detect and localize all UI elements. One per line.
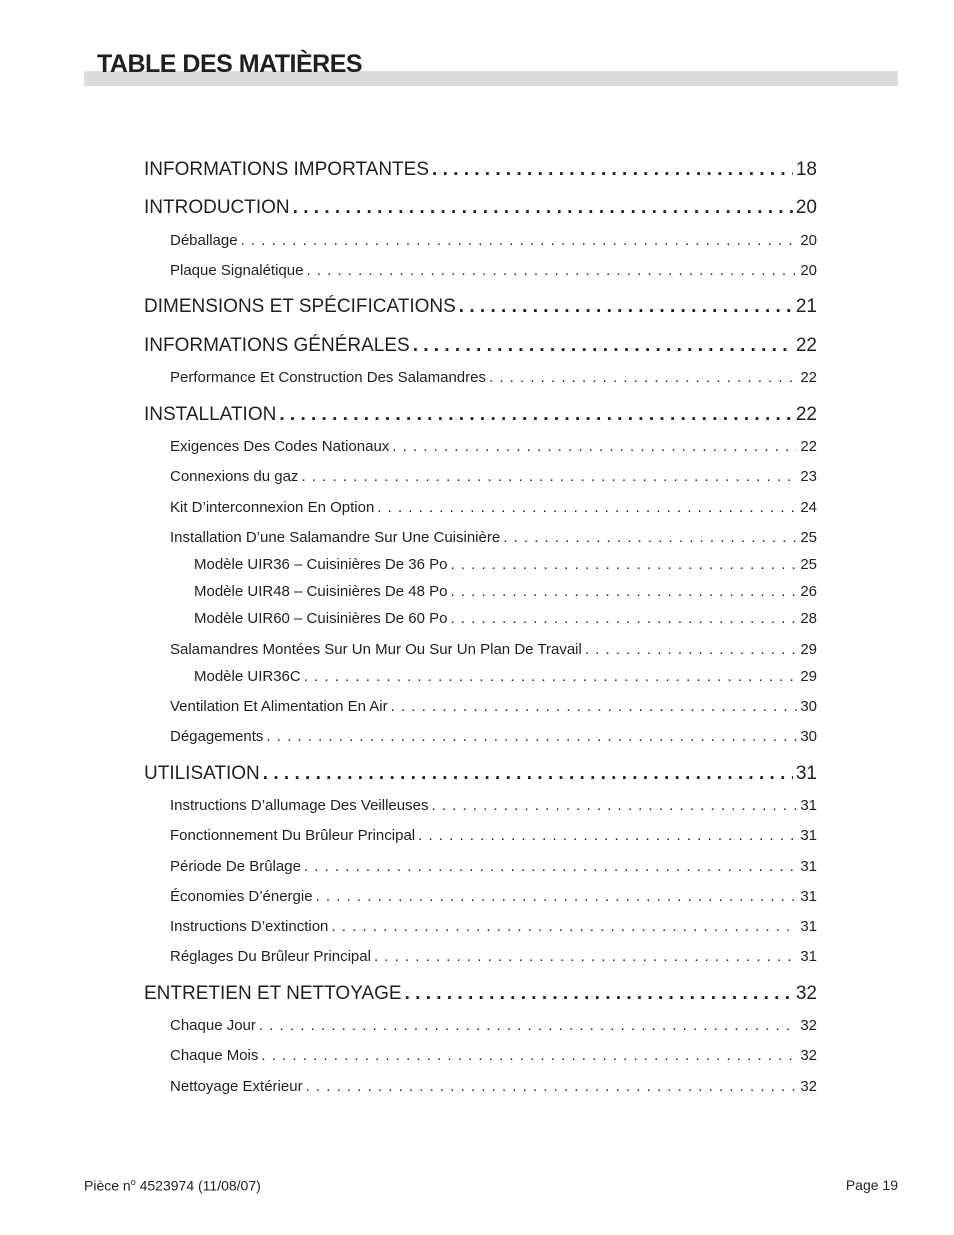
toc-entry-page: 18 [795,159,817,180]
toc-entry[interactable] [144,763,817,785]
toc-entry-page: 24 [800,499,817,516]
dot-leader [304,858,797,875]
toc-entry[interactable] [170,641,817,658]
toc-entry-page: 22 [795,335,817,356]
dot-leader [374,948,797,965]
toc-entry-label: Période De Brûlage [170,858,301,875]
toc-entry-page: 26 [800,583,817,600]
toc-entry-label: ENTRETIEN ET NETTOYAGE [144,983,402,1004]
toc-entry-page: 25 [800,556,817,573]
dot-leader [316,888,798,905]
toc-entry[interactable] [194,610,817,627]
toc-entry[interactable] [144,983,817,1005]
toc-entry-page: 31 [795,763,817,784]
toc-entry[interactable] [170,438,817,455]
toc-entry-label: INSTALLATION [144,404,277,425]
toc-entry[interactable] [170,888,817,905]
toc-entry[interactable] [194,556,817,573]
toc-entry-label: Chaque Mois [170,1047,259,1064]
toc-entry-label: Fonctionnement Du Brûleur Principal [170,827,416,844]
toc-entry-label: Plaque Signalétique [170,262,304,279]
toc-entry-page: 32 [800,1047,817,1064]
toc-entry[interactable] [144,335,817,357]
dot-leader [459,296,793,318]
toc-entry[interactable] [170,858,817,875]
toc-entry-page: 31 [800,888,817,905]
toc-entry-page: 31 [800,918,817,935]
toc-entry-page: 20 [800,262,817,279]
toc-entry-label: Modèle UIR48 – Cuisinières De 48 Po [194,583,448,600]
dot-leader [261,1047,797,1064]
toc-entry-label: Exigences Des Codes Nationaux [170,438,390,455]
dot-leader [331,918,797,935]
toc-entry-page: 32 [800,1078,817,1095]
toc-entry-label: Modèle UIR36 – Cuisinières De 36 Po [194,556,448,573]
toc-entry[interactable] [170,529,817,546]
dot-leader [432,159,793,181]
toc-entry-label: Performance Et Construction Des Salamandres [170,369,486,386]
dot-leader [503,529,797,546]
toc-entry-page: 29 [800,668,817,685]
toc-entry-page: 20 [800,232,817,249]
toc-entry-page: 32 [795,983,817,1004]
dot-leader [450,556,797,573]
toc-entry-label: INFORMATIONS GÉNÉRALES [144,335,410,356]
toc-entry-page: 25 [800,529,817,546]
part-superscript: o [130,1177,136,1187]
toc-entry-label: Économies D’énergie [170,888,313,905]
toc-entry[interactable] [144,296,817,318]
toc-entry[interactable] [170,262,817,279]
dot-leader [431,797,797,814]
dot-leader [263,763,793,785]
page-number: Page 19 [845,1177,898,1193]
dot-leader [391,698,798,715]
part-number [84,1177,261,1194]
toc-entry[interactable] [170,1017,817,1034]
toc-entry-page: 28 [800,610,817,627]
toc-entry-label: Connexions du gaz [170,468,299,485]
toc-entry-page: 22 [800,438,817,455]
toc-entry-page: 31 [800,858,817,875]
toc-entry-label: Dégagements [170,728,264,745]
toc-entry[interactable] [170,369,817,386]
dot-leader [301,468,797,485]
toc-entry-label: Chaque Jour [170,1017,256,1034]
toc-entry-label: Salamandres Montées Sur Un Mur Ou Sur Un Plan De Travail [170,641,582,658]
page-title: TABLE DES MATIÈRES [97,50,363,78]
dot-leader [450,610,797,627]
dot-leader [279,404,793,426]
toc-entry[interactable] [170,698,817,715]
toc-entry-label: DIMENSIONS ET SPÉCIFICATIONS [144,296,456,317]
toc-entry-label: INFORMATIONS IMPORTANTES [144,159,430,180]
toc-entry-page: 32 [800,1017,817,1034]
toc-entry-page: 31 [800,827,817,844]
toc-entry-label: Ventilation Et Alimentation En Air [170,698,388,715]
dot-leader [306,1078,798,1095]
toc-entry-page: 30 [800,698,817,715]
toc-entry-page: 31 [800,797,817,814]
toc-entry[interactable] [170,827,817,844]
toc-entry-label: Instructions D’allumage Des Veilleuses [170,797,429,814]
toc-entry[interactable] [170,232,817,249]
dot-leader [304,668,798,685]
dot-leader [293,197,793,219]
toc-entry-page: 31 [800,948,817,965]
toc-entry[interactable] [170,1078,817,1095]
dot-leader [413,335,793,357]
dot-leader [306,262,797,279]
dot-leader [266,728,797,745]
toc-entry[interactable] [170,468,817,485]
part-prefix: Pièce n [84,1177,131,1194]
toc-entry[interactable] [170,948,817,965]
toc-entry-label: INTRODUCTION [144,197,290,218]
toc-entry[interactable] [194,583,817,600]
toc-entry[interactable] [144,404,817,426]
toc-entry[interactable] [170,918,817,935]
toc-entry-label: Modèle UIR60 – Cuisinières De 60 Po [194,610,448,627]
dot-leader [241,232,798,249]
toc-entry[interactable] [194,668,817,685]
toc-entry-page: 29 [800,641,817,658]
toc-entry-label: Installation D’une Salamandre Sur Une Cuisinière [170,529,501,546]
dot-leader [450,583,797,600]
toc-entry-label: Modèle UIR36C [194,668,301,685]
toc-entry-page: 23 [800,468,817,485]
toc-entry-page: 30 [800,728,817,745]
toc-entry[interactable] [144,159,817,181]
dot-leader [377,499,797,516]
toc-entry-label: Instructions D’extinction [170,918,329,935]
toc-entry-page: 22 [800,369,817,386]
toc-entry-label: Réglages Du Brûleur Principal [170,948,371,965]
part-number-value: 4523974 (11/08/07) [135,1177,261,1194]
toc-entry-page: 21 [795,296,817,317]
toc-entry[interactable] [144,197,817,219]
dot-leader [405,983,793,1005]
dot-leader [392,438,797,455]
toc-entry-label: Déballage [170,232,238,249]
toc-entry-label: UTILISATION [144,763,260,784]
toc-entry[interactable] [170,1047,817,1064]
toc-entry-page: 22 [795,404,817,425]
toc-entry[interactable] [170,499,817,516]
dot-leader [259,1017,797,1034]
toc-entry-page: 20 [795,197,817,218]
toc-entry[interactable] [170,797,817,814]
dot-leader [489,369,797,386]
toc-entry[interactable] [170,728,817,745]
toc-entry-label: Kit D’interconnexion En Option [170,499,375,516]
dot-leader [585,641,797,658]
dot-leader [418,827,797,844]
toc-entry-label: Nettoyage Extérieur [170,1078,303,1095]
